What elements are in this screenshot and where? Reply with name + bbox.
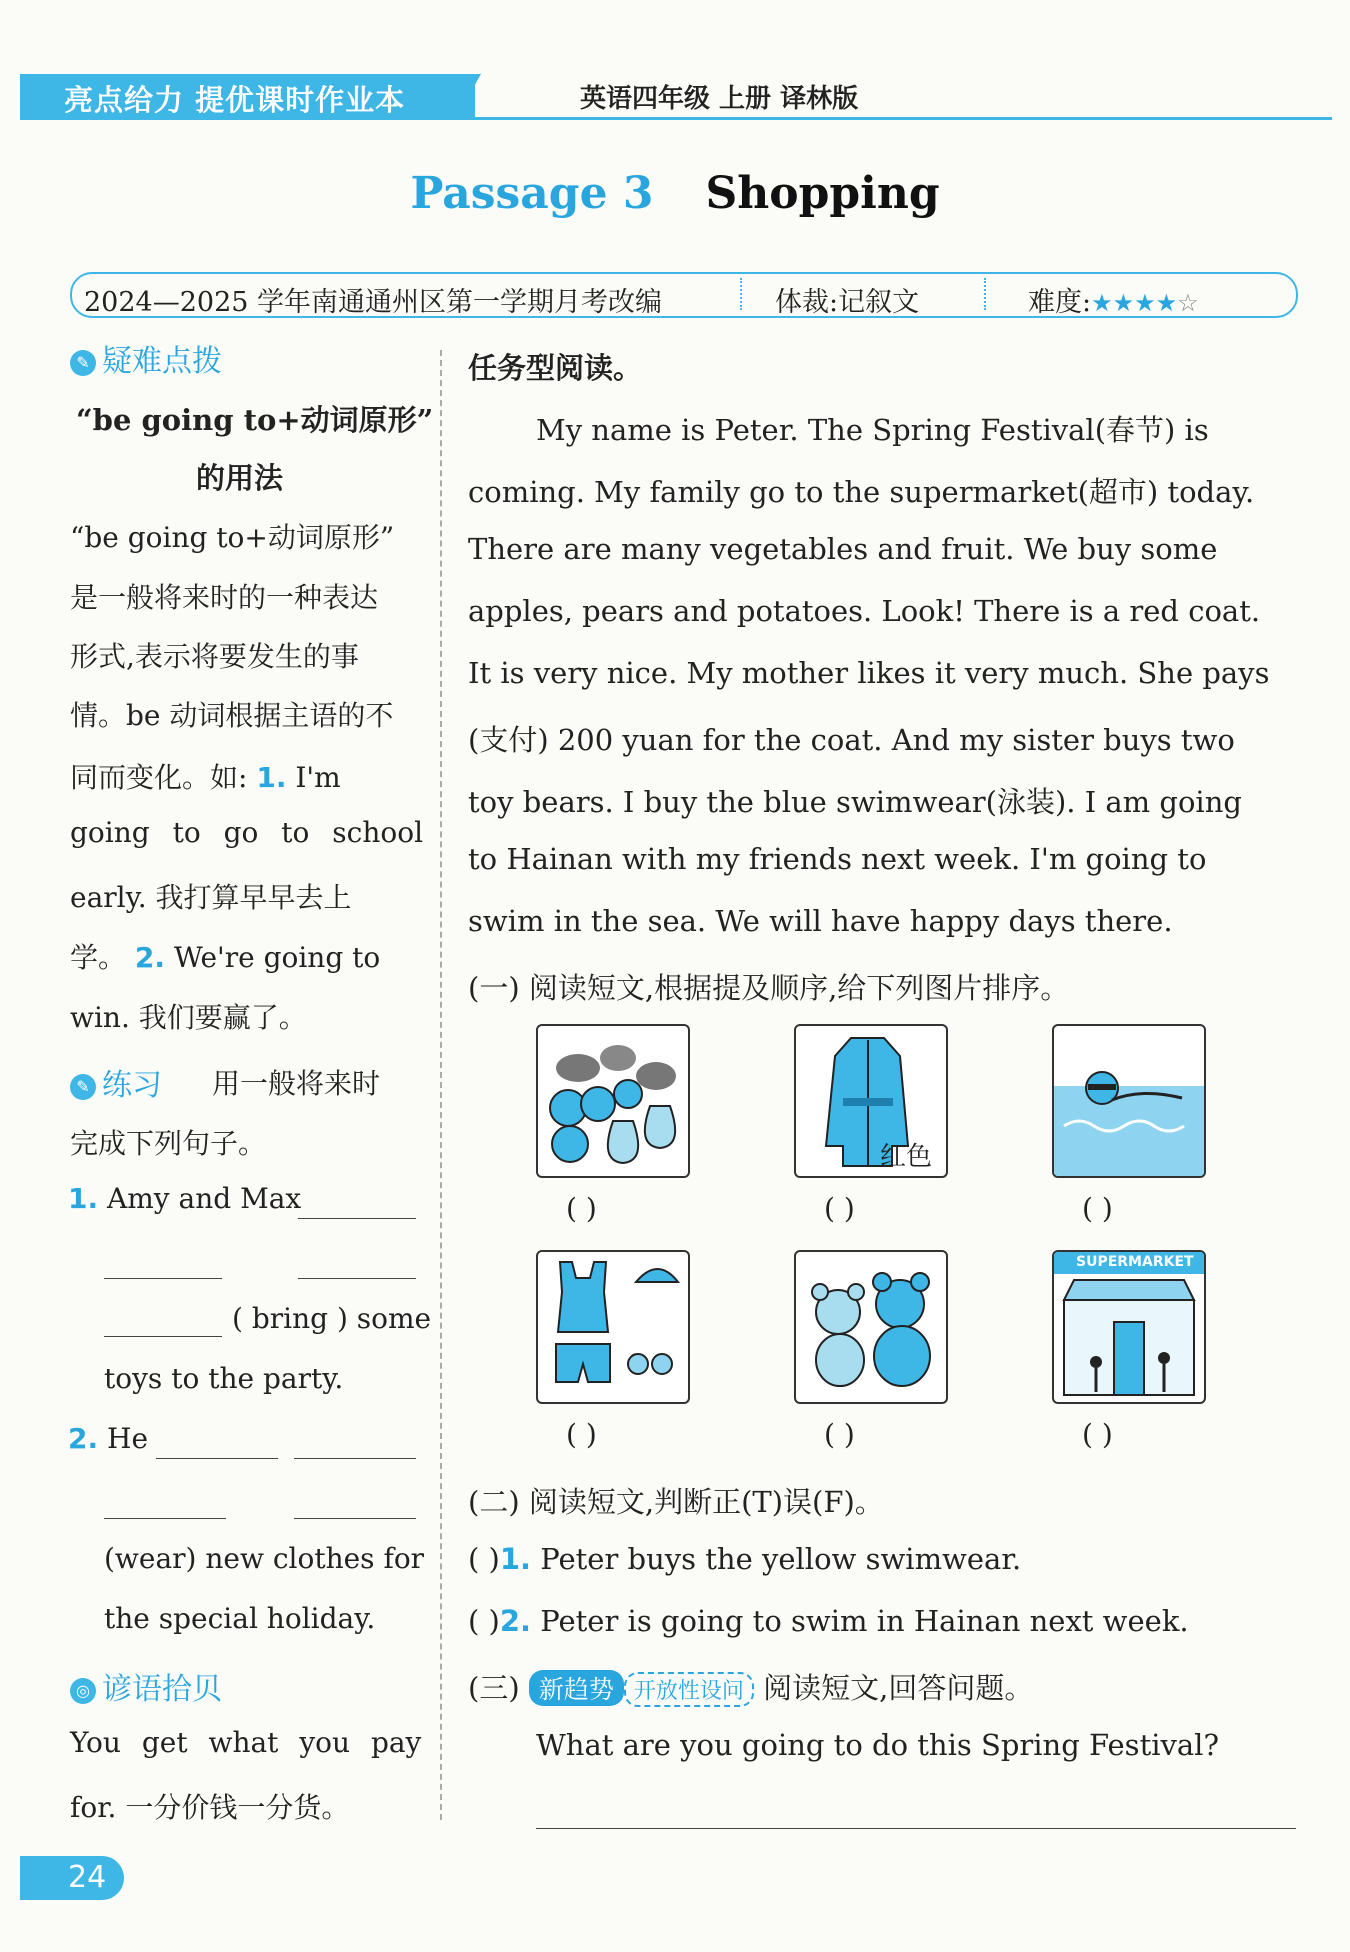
column-divider	[440, 350, 442, 1820]
book-title: 英语四年级 上册 译林版	[580, 84, 859, 114]
proverb-line: You get what you pay	[70, 1726, 422, 1759]
part3-prefix: (三)	[468, 1671, 520, 1705]
tf-statement: Peter buys the yellow swimwear.	[540, 1542, 1022, 1576]
teddy-bear-icon	[796, 1252, 946, 1402]
tips-line: 形式,表示将要发生的事	[70, 640, 359, 673]
answer-paren[interactable]: ( )	[824, 1192, 855, 1225]
fruit-icon	[538, 1026, 688, 1176]
tips-heading	[70, 336, 222, 380]
tips-heading-text: 疑难点拨	[102, 344, 222, 379]
answer-blank[interactable]	[294, 1518, 416, 1519]
passage-line: (支付) 200 yuan for the coat. And my sister buys two	[468, 723, 1235, 757]
passage-line: to Hainan with my friends next week. I'm going to	[468, 842, 1207, 876]
example-number: 2.	[134, 941, 166, 974]
tips-line-text: 学。	[70, 941, 127, 974]
tips-title-2: 的用法	[196, 461, 284, 495]
question-2	[68, 1422, 148, 1455]
shell-icon: ◎	[70, 1678, 96, 1704]
question-hint: (wear) new clothes for	[104, 1542, 425, 1575]
answer-blank[interactable]	[298, 1278, 416, 1279]
tips-line-text: 同而变化。如:	[70, 761, 248, 794]
answer-paren[interactable]: ( )	[566, 1192, 597, 1225]
swimwear-icon	[538, 1252, 688, 1402]
part3-text: 阅读短文,回答问题。	[763, 1671, 1034, 1705]
part2-instruction: (二) 阅读短文,判断正(T)误(F)。	[468, 1485, 884, 1519]
trend-badge: 新趋势	[529, 1670, 624, 1706]
practice-heading-text: 练习	[102, 1068, 162, 1103]
question-number: 2.	[68, 1422, 99, 1455]
tf-statement: Peter is going to swim in Hainan next week.	[540, 1604, 1189, 1638]
tips-line	[70, 756, 341, 796]
proverb-line: for. 一分价钱一分货。	[70, 1791, 350, 1824]
open-question: What are you going to do this Spring Festival?	[536, 1728, 1219, 1762]
question-hint: ( bring ) some	[232, 1302, 432, 1335]
pencil-icon: ✎	[70, 350, 96, 376]
answer-paren[interactable]: ( )	[1082, 1418, 1113, 1451]
passage-line: It is very nice. My mother likes it very much. She pays	[468, 656, 1270, 690]
passage-line: apples, pears and potatoes. Look! There is a red coat.	[468, 594, 1261, 628]
info-genre: 体裁:记叙文	[775, 287, 920, 318]
question-text: toys to the party.	[104, 1362, 344, 1395]
toy-bears-picture	[794, 1250, 948, 1404]
answer-blank[interactable]	[104, 1336, 222, 1337]
tips-line	[70, 936, 380, 976]
passage-line: There are many vegetables and fruit. We buy some	[468, 532, 1218, 566]
tips-line: “be going to+动词原形”	[70, 521, 395, 554]
difficulty-stars	[1091, 287, 1199, 318]
star-filled-icon: ★	[1112, 289, 1135, 317]
tips-line: win. 我们要赢了。	[70, 1001, 307, 1034]
question-text: Amy and Max	[107, 1182, 302, 1215]
answer-blank[interactable]	[156, 1458, 278, 1459]
page-title	[0, 168, 1350, 219]
question-text: the special holiday.	[104, 1602, 376, 1635]
difficulty-label: 难度:	[1028, 287, 1092, 318]
swimmer-icon	[1054, 1026, 1204, 1176]
tf-answer-paren[interactable]: ( )	[468, 1604, 500, 1638]
question-number: 1.	[68, 1182, 99, 1215]
tf-answer-paren[interactable]: ( )	[468, 1542, 500, 1576]
coat-color-label: 红色	[880, 1142, 933, 1172]
tips-line: going to go to school	[70, 816, 424, 849]
answer-paren[interactable]: ( )	[566, 1418, 597, 1451]
answer-blank[interactable]	[104, 1518, 226, 1519]
task-title: 任务型阅读。	[468, 351, 643, 385]
passage-line: swim in the sea. We will have happy days there.	[468, 904, 1173, 938]
answer-blank[interactable]	[104, 1278, 222, 1279]
fruit-vegetables-picture	[536, 1024, 690, 1178]
tf-item	[468, 1542, 1021, 1576]
practice-instruction: 完成下列句子。	[70, 1127, 267, 1160]
info-separator	[984, 278, 986, 310]
info-source: 2024—2025 学年南通通州区第一学期月考改编	[84, 287, 663, 318]
example-number: 1.	[256, 761, 287, 794]
supermarket-sign: SUPERMARKET	[1076, 1254, 1194, 1270]
star-filled-icon: ★	[1091, 289, 1113, 317]
store-icon	[1054, 1252, 1204, 1402]
part3-instruction	[468, 1666, 1033, 1707]
supermarket-picture	[1052, 1250, 1206, 1404]
pencil-icon: ✎	[70, 1074, 96, 1100]
star-filled-icon: ★	[1155, 289, 1178, 317]
swimming-picture	[1052, 1024, 1206, 1178]
practice-heading	[70, 1060, 162, 1104]
tf-item	[468, 1604, 1189, 1638]
passage-topic: Shopping	[705, 168, 940, 219]
answer-line[interactable]	[536, 1828, 1296, 1829]
series-title: 亮点给力 提优课时作业本	[64, 83, 406, 117]
answer-paren[interactable]: ( )	[1082, 1192, 1113, 1225]
proverb-heading	[70, 1664, 222, 1708]
answer-blank[interactable]	[298, 1218, 416, 1219]
tf-number: 1.	[499, 1542, 532, 1576]
example-text: We're going to	[173, 941, 381, 974]
answer-blank[interactable]	[294, 1458, 416, 1459]
star-empty-icon: ☆	[1177, 289, 1199, 317]
answer-paren[interactable]: ( )	[824, 1418, 855, 1451]
coat-picture	[794, 1024, 948, 1178]
example-text: I'm	[295, 761, 341, 794]
part1-instruction: (一) 阅读短文,根据提及顺序,给下列图片排序。	[468, 971, 1070, 1005]
open-question-badge: 开放性设问	[624, 1672, 754, 1707]
tips-line: early. 我打算早早去上	[70, 881, 352, 914]
info-separator	[740, 278, 742, 310]
star-filled-icon: ★	[1134, 289, 1156, 317]
tips-line: 情。be 动词根据主语的不	[70, 699, 394, 732]
passage-line: toy bears. I buy the blue swimwear(泳装). I am going	[468, 785, 1242, 819]
tf-number: 2.	[499, 1604, 532, 1638]
passage-line: coming. My family go to the supermarket(超市) today.	[468, 475, 1255, 509]
header-band-tip	[455, 74, 481, 120]
tips-line: 是一般将来时的一种表达	[70, 581, 379, 614]
tips-title-1: “be going to+动词原形”	[76, 403, 434, 437]
question-text: He	[107, 1422, 149, 1455]
info-difficulty	[1028, 280, 1199, 319]
passage-number: Passage 3	[410, 168, 654, 219]
passage-line: My name is Peter. The Spring Festival(春节) is	[536, 413, 1209, 447]
practice-instruction: 用一般将来时	[212, 1067, 381, 1100]
proverb-heading-text: 谚语拾贝	[102, 1672, 222, 1707]
page-number: 24	[68, 1860, 107, 1895]
question-1	[68, 1182, 301, 1215]
swimwear-picture	[536, 1250, 690, 1404]
